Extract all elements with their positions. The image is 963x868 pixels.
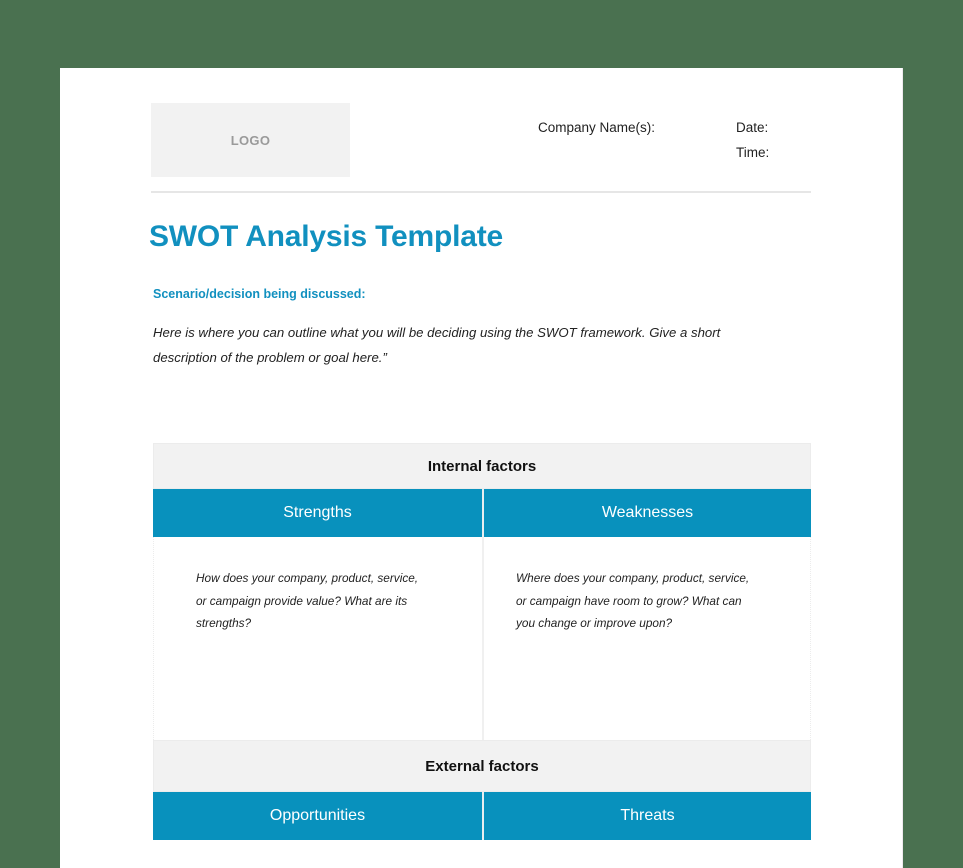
weaknesses-prompt: Where does your company, product, service, or campaign have room to grow? What can you change or improve upon? bbox=[516, 571, 750, 630]
strengths-cell[interactable] bbox=[153, 537, 484, 740]
external-columns-row bbox=[153, 792, 811, 840]
strengths-header: Strengths bbox=[153, 489, 484, 537]
header-divider bbox=[151, 191, 811, 193]
internal-factors-title: Internal factors bbox=[427, 457, 537, 475]
internal-body-row bbox=[153, 537, 811, 740]
company-name-label: Company Name(s): bbox=[538, 120, 656, 135]
scenario-label: Scenario/decision being discussed: bbox=[153, 287, 366, 301]
weaknesses-cell[interactable] bbox=[484, 537, 811, 740]
document-page bbox=[60, 68, 902, 868]
scenario-description: Here is where you can outline what you will be deciding using the SWOT framework. Give a short description of the problem or goal here.” bbox=[153, 325, 721, 365]
page-title: SWOT Analysis Template bbox=[149, 220, 504, 253]
internal-factors-header bbox=[153, 443, 811, 489]
opportunities-header: Opportunities bbox=[153, 792, 484, 840]
logo-placeholder bbox=[151, 103, 350, 177]
logo-label: LOGO bbox=[230, 132, 271, 148]
external-factors-title: External factors bbox=[425, 757, 539, 775]
weaknesses-header: Weaknesses bbox=[484, 489, 811, 537]
time-label: Time: bbox=[736, 145, 770, 160]
external-factors-header bbox=[153, 740, 811, 792]
threats-header: Threats bbox=[484, 792, 811, 840]
swot-table bbox=[153, 443, 811, 840]
strengths-prompt: How does your company, product, service, or campaign provide value? What are its strengths? bbox=[196, 571, 419, 630]
internal-columns-row bbox=[153, 489, 811, 537]
date-label: Date: bbox=[736, 120, 769, 135]
